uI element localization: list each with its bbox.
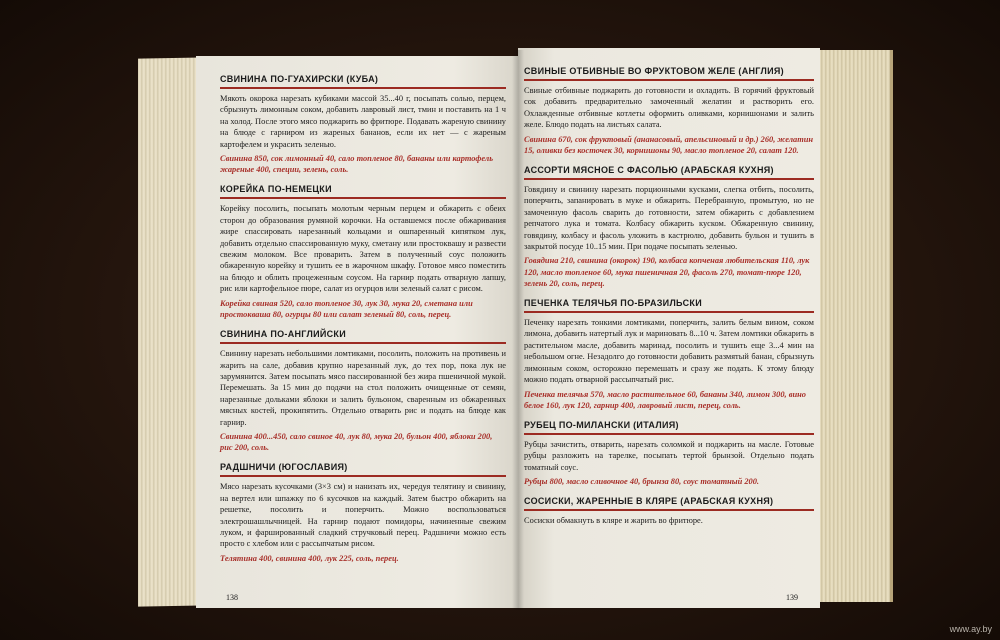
recipe-text: Рубцы зачистить, отварить, нарезать соломкой и поджарить на масле. Готовые рубцы разложить на тарелке, посыпать тертой брынзой. Отдельно подать томатный соус.: [524, 439, 814, 472]
recipe-text: Говядину и свинину нарезать порционными кусками, слегка отбить, посолить, поперчить, запанировать в муке и обжарить. Перебранную, промытую, но не замоченную фасоль сварить до готовности, затем обжарить с добавлением репчатого лука и томата. Колбасу обжарить куском. Обжаренную свинину, говядину, колбасу и фасоль уложить в кастрюлю, добавить бульон и тушить в закрытой посуде 10..15 мин. При подаче посыпать зеленью.: [524, 185, 814, 252]
recipe-ingredients: Говядина 210, свинина (окорок) 190, колбаса копченая любительская 110, лук 120, масло топленое 60, мука пшеничная 20, фасоль 270, томат-пюре 120, зелень 20, соль, перец.: [524, 256, 810, 288]
recipe-ingredients: Корейка свиная 520, сало топленое 30, лук 30, мука 20, сметана или простокваша 80, огурцы 80 или салат зеленый 80, соль, перец.: [220, 298, 473, 319]
watermark: www.ay.by: [949, 624, 992, 634]
recipe-text: Мясо нарезать кусочками (3×3 см) и нанизать их, чередуя телятину и свинину, на вертел или шпажку по 6 кусочков на каждый. Затем быстро обжарить на решетке, посолить и поперчить. Можно воспользоваться электрошашлычницей. На гарнир подают помидоры, начиненные свежим луком, и фаршированный сладкий стручковый перец. Радшничи можно есть просто с хлебом или с рассыпчатым рисом.: [220, 482, 506, 549]
recipe-title: РУБЕЦ ПО-МИЛАНСКИ (ИТАЛИЯ): [524, 420, 814, 435]
right-page: [518, 48, 820, 608]
recipe: [524, 66, 814, 156]
recipe-ingredients: Телятина 400, свинина 400, лук 225, соль, перец.: [220, 553, 399, 563]
recipe-ingredients: Свинина 400...450, сало свиное 40, лук 80, мука 20, бульон 400, яблоки 200, рис 200, соль.: [220, 431, 493, 453]
left-page: [196, 56, 518, 608]
recipe-title: РАДШНИЧИ (ЮГОСЛАВИЯ): [220, 462, 506, 477]
recipe: [220, 184, 506, 320]
recipe-title: СВИНИНА ПО-АНГЛИЙСКИ: [220, 329, 506, 344]
book-spine-shadow: [512, 50, 524, 610]
recipe: [220, 74, 506, 175]
recipe-text: Свиные отбивные поджарить до готовности и охладить. В горячий фруктовый сок добавить предварительно замоченный желатин и растворить его. Охлажденные отбивные котлеты оформить оливками, корнишонами и залить желе. Блюдо подать на листьях салата.: [524, 86, 814, 130]
recipe: [220, 462, 506, 564]
recipe-ingredients: Свинина 850, сок лимонный 40, сало топленое 80, бананы или картофель жареные 400, специи, зелень, соль.: [220, 154, 494, 175]
recipe-ingredients: Свинина 670, сок фруктовый (ананасовый, апельсиновый и др.) 260, желатин 15, оливки без косточек 30, корнишоны 90, масло топленое 20, салат 120.: [524, 134, 814, 155]
recipe-title: СВИНЫЕ ОТБИВНЫЕ ВО ФРУКТОВОМ ЖЕЛЕ (АНГЛИЯ): [524, 66, 814, 81]
recipe: [524, 420, 814, 487]
recipe-title: СВИНИНА ПО-ГУАХИРСКИ (КУБА): [220, 74, 506, 89]
recipe-title: КОРЕЙКА ПО-НЕМЕЦКИ: [220, 184, 506, 199]
recipe-ingredients: Печенка телячья 570, масло растительное 60, бананы 340, лимон 300, вино белое 160, лук 120, гарнир 400, лавровый лист, перец, соль.: [524, 389, 806, 410]
recipe-title: АССОРТИ МЯСНОЕ С ФАСОЛЬЮ (АРАБСКАЯ КУХНЯ): [524, 165, 814, 180]
recipe-title: СОСИСКИ, ЖАРЕННЫЕ В КЛЯРЕ (АРАБСКАЯ КУХНЯ): [524, 496, 814, 511]
recipe-text: Печенку нарезать тонкими ломтиками, поперчить, залить белым вином, соком лимона, добавить натертый лук и мариновать 8...10 ч. Затем ломтики обжарить в растительном масле, добавить маринад, посолить и тушить еще 3...4 мин на небольшом огне. Незадолго до готовности добавить размятый банан, сбрызнуть лимонным соком, осторожно перемешать и сразу же подать. К этому блюду можно подать отварной рассыпчатый рис.: [524, 318, 814, 385]
page-number: 138: [226, 593, 238, 602]
page-number: 139: [786, 593, 798, 602]
recipe: [524, 165, 814, 289]
recipe-text: Свинину нарезать небольшими ломтиками, посолить, положить на противень и жарить на сале, добавив крупно нарезанный лук, до тех пор, пока лук не зарумянится. Затем посыпать мясо пассированной без жира пшеничной мукой. Перемешать. За 15 мин до подачи на стол положить очищенные от семян, нарезанные дольками яблоки и залить бульоном, сваренным из обжаренных мясных костей, прокипятить. Отдельно отварить рис и подать на блюде как гарнир.: [220, 349, 506, 427]
recipe-title: ПЕЧЕНКА ТЕЛЯЧЬЯ ПО-БРАЗИЛЬСКИ: [524, 298, 814, 313]
recipe: [220, 329, 506, 453]
right-page-edges: [818, 50, 893, 602]
recipe: [524, 496, 814, 526]
recipe-text: Корейку посолить, посыпать молотым черным перцем и обжарить с обеих сторон до образования румяной корочки. На оставшемся после обжаривания жире спассировать нарезанный кольцами и ошпаренный кипятком лук, добавить отдельно спассированную муку, сметану или простоквашу и развести свежим молоком. Все проварить. Затем в полученный соус положить обжаренную корейку и тушить ее в жарочном шкафу. Готовое мясо поместить на блюдо и облить процеженным соусом. На гарнир подать отварную лапшу, рис или картофельное пюре, салат из огурцов или зеленый салат с рисом.: [220, 204, 506, 294]
recipe-text: Мякоть окорока нарезать кубиками массой 35...40 г, посыпать солью, перцем, сбрызнуть лимонным соком, добавить лавровый лист, тмин и поставить на 1 ч на холод. После этого мясо поджарить во фритюре. Подавать жареную свинину на блюде с гарниром из жареных бананов, если их нет — с жареным картофелем и украсить зеленью.: [220, 94, 506, 149]
recipe: [524, 298, 814, 411]
recipe-ingredients: Рубцы 800, масло сливочное 40, брынза 80, соус томатный 200.: [524, 477, 760, 487]
recipe-text: Сосиски обмакнуть в кляре и жарить во фритюре.: [524, 516, 703, 526]
